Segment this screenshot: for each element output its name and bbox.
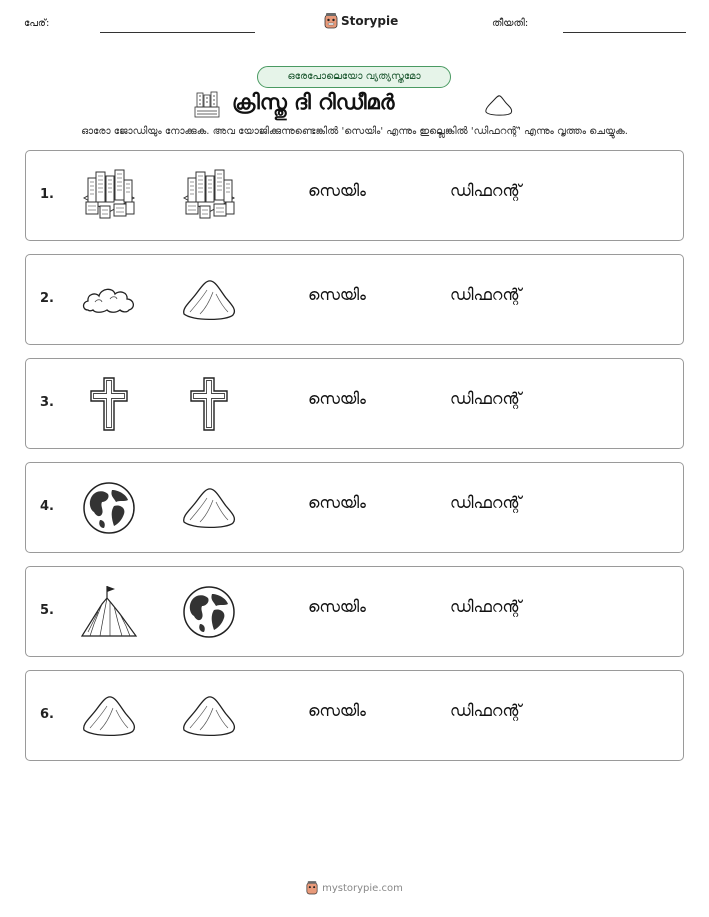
cloud-icon bbox=[80, 272, 138, 328]
question-number: 6. bbox=[40, 707, 54, 722]
option-different[interactable]: ഡിഫറന്റ് bbox=[450, 493, 522, 512]
mound-icon bbox=[80, 688, 138, 744]
date-line[interactable] bbox=[563, 32, 686, 33]
date-label: തീയതി: bbox=[492, 18, 529, 29]
option-same[interactable]: സെയിം bbox=[308, 389, 366, 408]
cross-icon bbox=[180, 376, 238, 432]
city-icon bbox=[80, 168, 138, 224]
option-different[interactable]: ഡിഫറന്റ് bbox=[450, 389, 522, 408]
worksheet-type-badge: ഒരേപോലെയോ വ്യത്യസ്തമോ bbox=[257, 66, 451, 88]
brand-logo bbox=[324, 13, 398, 29]
mountain-flag-icon bbox=[80, 584, 138, 640]
option-same[interactable]: സെയിം bbox=[308, 285, 366, 304]
option-different[interactable]: ഡിഫറന്റ് bbox=[450, 285, 522, 304]
option-same[interactable]: സെയിം bbox=[308, 597, 366, 616]
mascot-icon bbox=[306, 881, 318, 895]
question-row bbox=[25, 254, 684, 345]
mascot-icon bbox=[324, 13, 338, 29]
question-number: 2. bbox=[40, 291, 54, 306]
footer-url[interactable]: mystorypie.com bbox=[322, 882, 403, 894]
question-row bbox=[25, 462, 684, 553]
brand-name: Storypie bbox=[341, 14, 399, 28]
option-same[interactable]: സെയിം bbox=[308, 181, 366, 200]
question-number: 4. bbox=[40, 499, 54, 514]
question-row bbox=[25, 670, 684, 761]
mound-icon bbox=[180, 480, 238, 536]
name-line[interactable] bbox=[100, 32, 255, 33]
page-title: ക്രിസ്തു ദി റിഡീമർ bbox=[232, 90, 395, 114]
question-number: 1. bbox=[40, 187, 54, 202]
question-row bbox=[25, 358, 684, 449]
title-row bbox=[0, 88, 709, 122]
option-same[interactable]: സെയിം bbox=[308, 493, 366, 512]
mound-icon bbox=[484, 93, 514, 117]
city-icon bbox=[180, 168, 238, 224]
option-different[interactable]: ഡിഫറന്റ് bbox=[450, 597, 522, 616]
question-number: 3. bbox=[40, 395, 54, 410]
option-different[interactable]: ഡിഫറന്റ് bbox=[450, 701, 522, 720]
globe-icon bbox=[180, 584, 238, 640]
question-number: 5. bbox=[40, 603, 54, 618]
question-row bbox=[25, 150, 684, 241]
christ-redeemer-icon bbox=[193, 91, 221, 119]
globe-icon bbox=[80, 480, 138, 536]
instructions: ഓരോ ജോഡിയും നോക്കുക. അവ യോജിക്കുന്നുണ്ടെങ്കിൽ 'സെയിം' എന്നും ഇല്ലെങ്കിൽ 'ഡിഫറന്റ്' എന്നും വൃത്തം ചെയ്യുക. bbox=[81, 126, 628, 137]
name-label: പേര്: bbox=[24, 18, 50, 29]
mound-icon bbox=[180, 272, 238, 328]
option-same[interactable]: സെയിം bbox=[308, 701, 366, 720]
option-different[interactable]: ഡിഫറന്റ് bbox=[450, 181, 522, 200]
cross-icon bbox=[80, 376, 138, 432]
question-row bbox=[25, 566, 684, 657]
worksheet-header bbox=[0, 12, 709, 40]
footer bbox=[0, 880, 709, 899]
mound-icon bbox=[180, 688, 238, 744]
